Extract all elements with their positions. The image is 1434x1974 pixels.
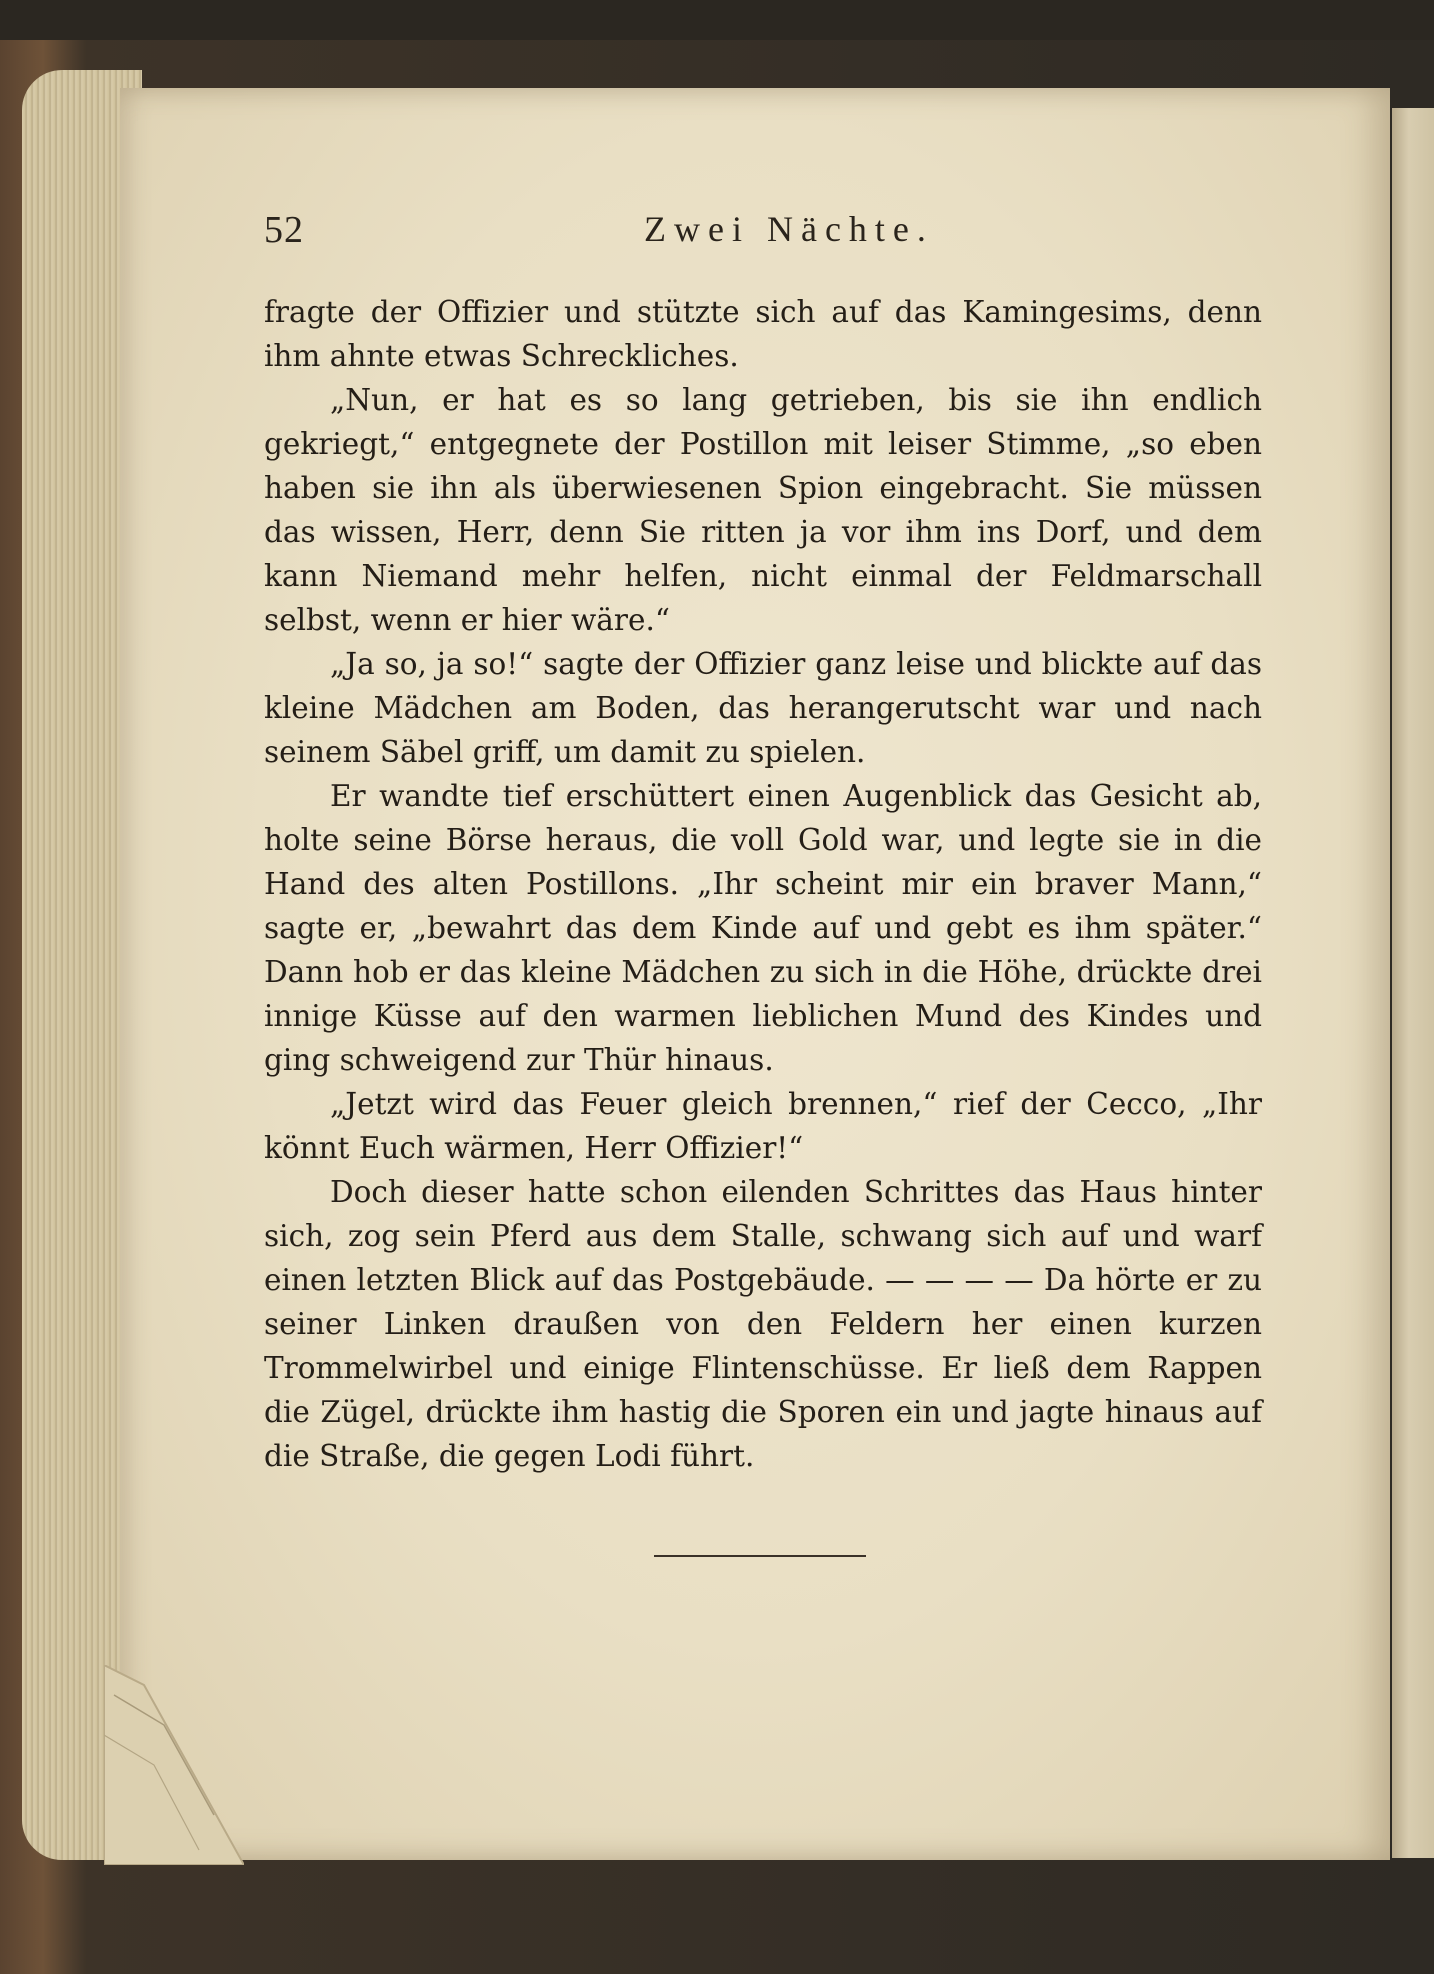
folded-corner: [104, 1665, 244, 1865]
paragraph-1: fragte der Offizier und stützte sich auf das Kamingesims, denn ihm ahnte etwas Schreckliches.: [264, 295, 1262, 373]
body-text: [264, 290, 1262, 1478]
paragraph-6: Doch dieser hatte schon eilenden Schrittes das Haus hinter sich, zog sein Pferd aus dem Stalle, schwang sich auf und warf einen letzten Blick auf das Postgebäude. — — — — Da hörte er zu seiner Linken draußen von den Feldern her einen kurzen Trommelwirbel und einige Flintenschüsse. Er ließ dem Rappen die Zügel, drückte ihm hastig die Sporen ein und jagte hinaus auf die Straße, die gegen Lodi führt.: [264, 1175, 1262, 1473]
facing-page-edge: [1392, 108, 1434, 1858]
running-head: [264, 208, 1264, 268]
end-rule: [654, 1555, 866, 1557]
page-number: 52: [264, 209, 304, 251]
paragraph-5: „Jetzt wird das Feuer gleich brennen,“ rief der Cecco, „Ihr könnt Euch wärmen, Herr Offizier!“: [264, 1087, 1262, 1165]
running-title: Zwei Nächte.: [644, 209, 934, 249]
paragraph-4: Er wandte tief erschüttert einen Augenblick das Gesicht ab, holte seine Börse heraus, die voll Gold war, und legte sie in die Hand des alten Postillons. „Ihr scheint mir ein braver Mann,“ sagte er, „bewahrt das dem Kinde auf und gebt es ihm später.“ Dann hob er das kleine Mädchen zu sich in die Höhe, drückte drei innige Küsse auf den warmen lieblichen Mund des Kindes und ging schweigend zur Thür hinaus.: [264, 779, 1262, 1077]
paragraph-3: „Ja so, ja so!“ sagte der Offizier ganz leise und blickte auf das kleine Mädchen am Boden, das herangerutscht war und nach seinem Säbel griff, um damit zu spielen.: [264, 647, 1262, 769]
paragraph-2: „Nun, er hat es so lang getrieben, bis sie ihn endlich gekriegt,“ entgegnete der Postillon mit leiser Stimme, „so eben haben sie ihn als überwiesenen Spion eingebracht. Sie müssen das wissen, Herr, denn Sie ritten ja vor ihm ins Dorf, und dem kann Niemand mehr helfen, nicht einmal der Feldmarschall selbst, wenn er hier wäre.“: [264, 383, 1262, 637]
